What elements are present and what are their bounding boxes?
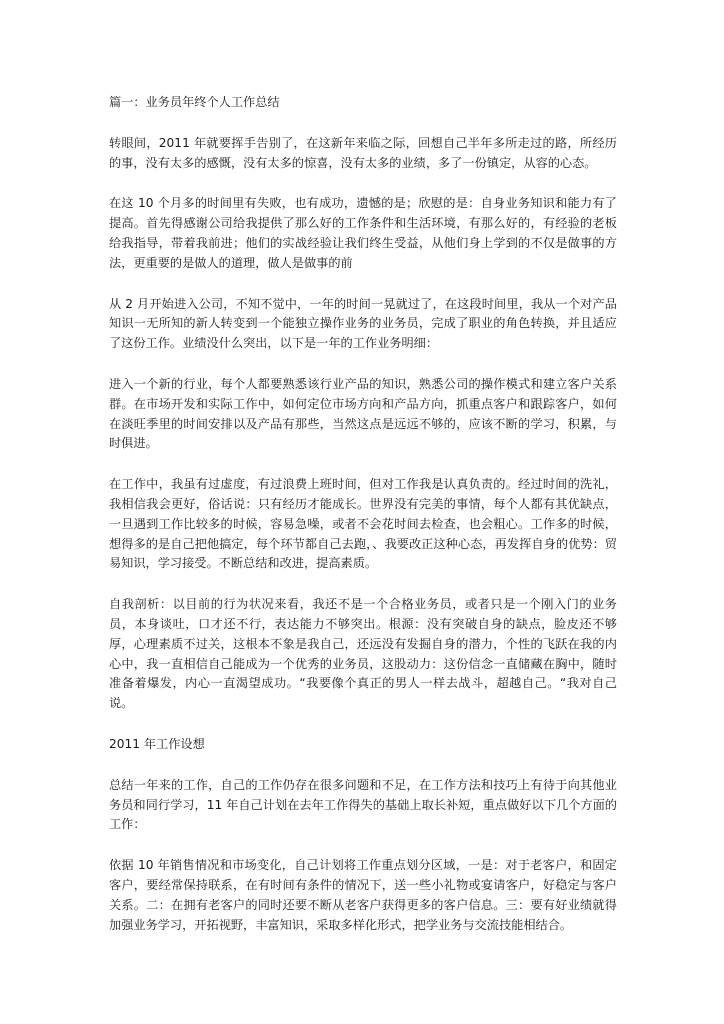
document-page <box>109 93 617 956</box>
paragraph-self-analysis: 自我剖析：以目前的行为状况来看，我还不是一个合格业务员，或者只是一个刚入门的业务员，本身谈吐，口才还不行，表达能力不够突出。根源：没有突破自身的缺点，脸皮还不够厚，心理素质不过关，这根本不象是我自己，还远没有发掘自身的潜力，个性的飞跃在我的内心中，我一直相信自己能成为一个优秀的业务员，这股动力：这份信念一直储藏在胸中，随时准备着爆发，内心一直渴望成功。“我要像个真正的男人一样去战斗，超越自己。“我对自己说。 <box>109 597 617 711</box>
paragraph-intro: 转眼间，2011 年就要挥手告别了，在这新年来临之际，回想自己半年多所走过的路，所经历的事，没有太多的感慨，没有太多的惊喜，没有太多的业绩，多了一份镇定，从容的心态。 <box>109 135 617 170</box>
document-title: 篇一：业务员年终个人工作总结 <box>109 95 280 109</box>
paragraph-summary: 总结一年来的工作，自己的工作仍存在很多问题和不足，在工作方法和技巧上有待于向其他业务员和同行学习，11 年自己计划在去年工作得失的基础上取长补短，重点做好以下几个方面的工作： <box>109 777 617 832</box>
paragraph-joining: 从 2 月开始进入公司，不知不觉中，一年的时间一晃就过了，在这段时间里，我从一个对产品知识一无所知的新人转变到一个能独立操作业务的业务员，完成了职业的角色转换，并且适应了这份工作。业绩没什么突出，以下是一年的工作业务明细： <box>109 296 617 351</box>
paragraph-gratitude: 在这 10 个月多的时间里有失败，也有成功，遗憾的是；欣慰的是：自身业务知识和能力有了提高。首先得感谢公司给我提供了那么好的工作条件和生活环境，有那么好的，有经验的老板给我指导，带着我前进；他们的实战经验让我们终生受益，从他们身上学到的不仅是做事的方法，更重要的是做人的道理，做人是做事的前 <box>109 196 617 270</box>
paragraph-plan: 依据 10 年销售情况和市场变化，自己计划将工作重点划分区域，一是：对于老客户，和固定客户，要经常保持联系，在有时间有条件的情况下，送一些小礼物或宴请客户，好稳定与客户关系。二：在拥有老客户的同时还要不断从老客户获得更多的客户信息。三：要有好业绩就得加强业务学习，开拓视野，丰富知识，采取多样化形式，把学业务与交流技能相结合。 <box>109 858 617 932</box>
paragraph-industry: 进入一个新的行业，每个人都要熟悉该行业产品的知识，熟悉公司的操作模式和建立客户关系群。在市场开发和实际工作中，如何定位市场方向和产品方向，抓重点客户和跟踪客户，如何在淡旺季里的时间安排以及产品有那些，当然这点是远远不够的，应该不断的学习，积累，与时俱进。 <box>109 376 617 451</box>
paragraph-work-attitude: 在工作中，我虽有过虚度，有过浪费上班时间，但对工作我是认真负责的。经过时间的洗礼，我相信我会更好，俗话说：只有经历才能成长。世界没有完美的事情，每个人都有其优缺点，一旦遇到工作比较多的时候，容易急噪，或者不会花时间去检查，也会粗心。工作多的时候，想得多的是自己把他搞定，每个环节都自己去跑，、我要改正这种心态，再发挥自身的优势：贸易知识，学习接受。不断总结和改进，提高素质。 <box>109 477 617 571</box>
section-subtitle: 2011 年工作设想 <box>109 736 205 751</box>
